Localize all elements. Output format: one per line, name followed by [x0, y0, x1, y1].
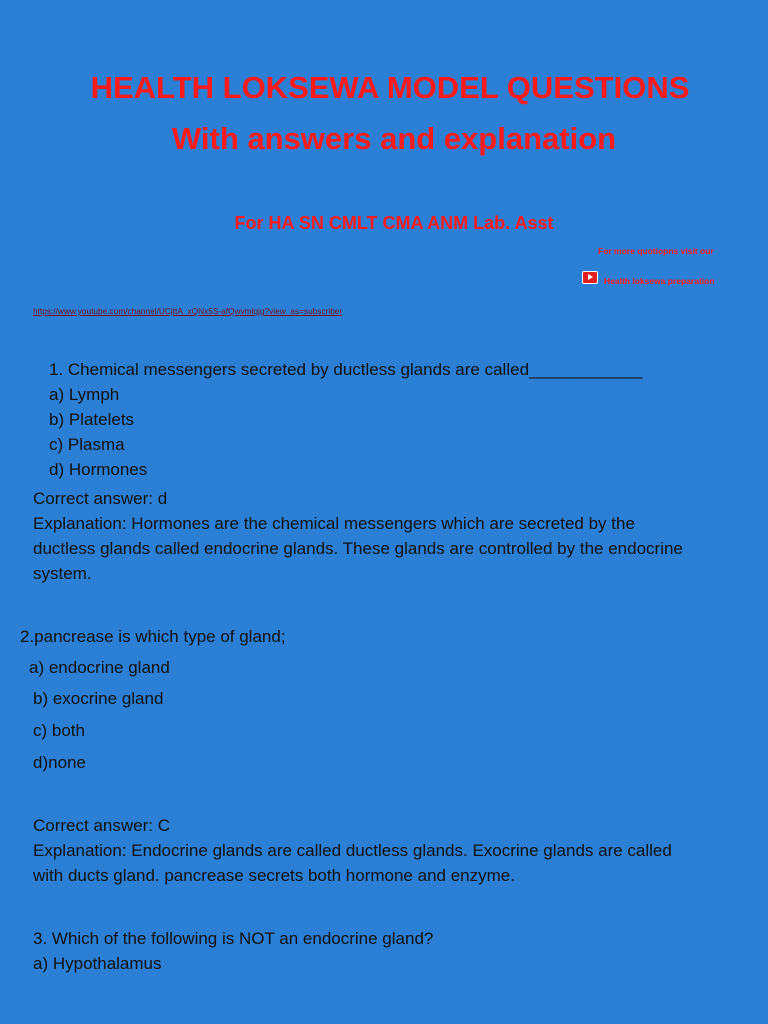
explanation-line: system. [33, 564, 92, 583]
explanation-line: with ducts gland. pancrease secrets both hormone and enzyme. [33, 866, 515, 885]
youtube-url-link[interactable]: https://www.youtube.com/channel/UCjttA_xQNx5S-afQwvmlqjg?view_as=subscriber [33, 306, 343, 316]
option-a: a) Hypothalamus [33, 954, 162, 973]
option-c: c) Plasma [49, 435, 125, 454]
title-line-2: With answers and explanation [171, 121, 617, 156]
youtube-icon [582, 271, 598, 284]
explanation-line: Explanation: Hormones are the chemical messengers which are secreted by the [33, 514, 635, 533]
explanation-line: Explanation: Endocrine glands are called ductless glands. Exocrine glands are called [33, 841, 672, 860]
explanation-line: ductless glands called endocrine glands. These glands are controlled by the endocrine [33, 539, 683, 558]
option-b: b) Platelets [49, 410, 135, 429]
question-text: 3. Which of the following is NOT an endocrine gland? [33, 929, 434, 948]
answer-1 [33, 486, 743, 586]
correct-answer: Correct answer: d [33, 489, 168, 508]
question-1 [49, 357, 642, 482]
question-text: 1. Chemical messengers secreted by ductless glands are called____________ [49, 360, 643, 379]
option-c: c) both [33, 721, 85, 740]
title-line-1: HEALTH LOKSEWA MODEL QUESTIONS [90, 70, 690, 105]
option-a: a) endocrine gland [29, 658, 170, 677]
youtube-channel-link[interactable] [582, 268, 715, 286]
correct-answer: Correct answer: C [33, 816, 170, 835]
question-2-text: 2.pancrease is which type of gland; [20, 627, 286, 646]
option-a: a) Lymph [49, 385, 120, 404]
more-questions-text: For more quotiopns visit our [598, 246, 714, 256]
subtitle: For HA SN CMLT CMA ANM Lab. Asst [234, 213, 554, 233]
option-b: b) exocrine gland [33, 689, 164, 708]
option-d: d) Hormones [49, 460, 148, 479]
answer-2 [33, 813, 743, 888]
question-3 [33, 926, 433, 976]
youtube-channel-label: Health loksewa preparation [604, 276, 715, 286]
option-d: d)none [33, 753, 86, 772]
